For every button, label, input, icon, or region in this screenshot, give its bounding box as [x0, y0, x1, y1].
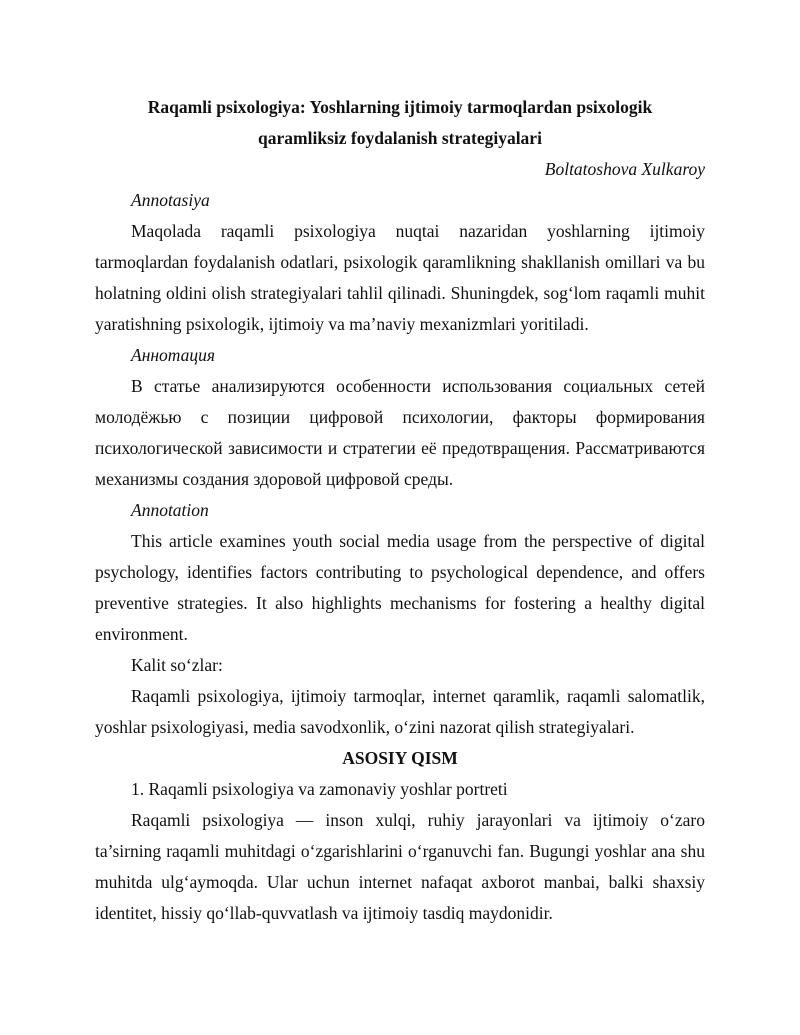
main-paragraph: Raqamli psixologiya — inson xulqi, ruhiy jarayonlari va ijtimoiy o‘zaro ta’sirning raqamli muhitdagi o‘zgarishlarini o‘rganuvchi fan. Bugungi yoshlar ana shu muhitda ulg‘aymoqda. Ular uchun internet nafaqat axborot manbai, balki shaxsiy identitet, hissiy qo‘llab-quvvatlash va ijtimoiy tasdiq maydonidir. [95, 810, 705, 923]
document-page [95, 92, 705, 929]
keywords-text: Raqamli psixologiya, ijtimoiy tarmoqlar, internet qaramlik, raqamli salomatlik, yoshlar psixologiyasi, media savodxonlik, o‘zini nazorat qilish strategiyalari. [95, 686, 705, 737]
annotation-en-heading: Annotation [131, 500, 209, 520]
section-title: ASOSIY QISM [342, 748, 458, 768]
paper-title: Raqamli psixologiya: Yoshlarning ijtimoiy tarmoqlardan psixologik qaramliksiz foydalanish strategiyalari [147, 97, 653, 148]
annotation-uz-text: Maqolada raqamli psixologiya nuqtai nazaridan yoshlarning ijtimoiy tarmoqlardan foydalanish odatlari, psixologik qaramlikning shakllanish omillari va bu holatning oldini olish strategiyalari tahlil qilinadi. Shuningdek, sog‘lom raqamli muhit yaratishning psixologik, ijtimoiy va ma’naviy mexanizmlari yoritiladi. [95, 221, 705, 334]
annotation-ru-text: В статье анализируются особенности использования социальных сетей молодёжью с позиции цифровой психологии, факторы формирования психологической зависимости и стратегии её предотвращения. Рассматриваются механизмы создания здоровой цифровой среды. [95, 376, 705, 489]
author-name: Boltatoshova Xulkaroy [544, 159, 705, 179]
annotation-uz-heading: Annotasiya [131, 190, 210, 210]
annotation-en-text: This article examines youth social media usage from the perspective of digital psychology, identifies factors contributing to psychological dependence, and offers preventive strategies. It also highlights mechanisms for fostering a healthy digital environment. [95, 531, 705, 644]
annotation-ru-heading: Аннотация [131, 345, 216, 365]
subsection-title: 1. Raqamli psixologiya va zamonaviy yoshlar portreti [131, 779, 508, 799]
keywords-label: Kalit so‘zlar: [131, 655, 223, 675]
